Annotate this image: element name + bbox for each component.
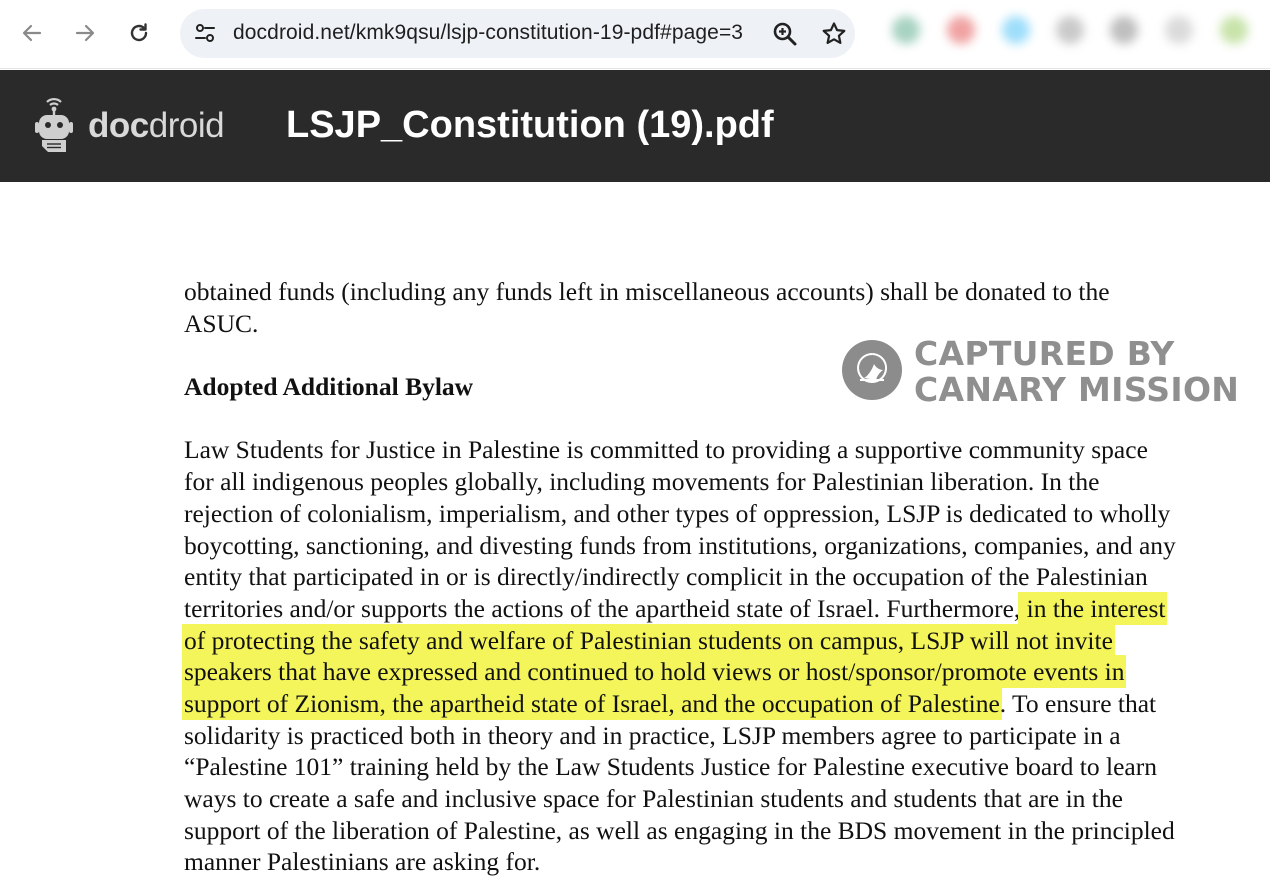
text-line: support of the liberation of Palestine, as well as engaging in the BDS movement in the principled (184, 815, 1175, 845)
zoom-icon[interactable] (772, 21, 798, 47)
highlighted-text: of protecting the safety and welfare of Palestinian students on campus, LSJP will not invite (184, 625, 1113, 655)
highlighted-text: speakers that have expressed and continued to hold views or host/sponsor/promote events in (184, 657, 1125, 687)
text-line: manner Palestinians are asking for. (184, 847, 541, 877)
document-title: LSJP_Constitution (19).pdf (286, 104, 774, 146)
docdroid-brand[interactable] (88, 106, 224, 146)
text-line: solidarity is practiced both in theory and in practice, LSJP members agree to participate in a (184, 720, 1121, 750)
docdroid-header (0, 70, 1270, 182)
reload-icon (127, 21, 151, 45)
watermark-line-1: CAPTURED BY (914, 334, 1175, 373)
section-heading: Adopted Additional Bylaw (184, 372, 474, 402)
extension-icon[interactable] (1002, 16, 1030, 44)
text-line: Law Students for Justice in Palestine is committed to providing a supportive community space (184, 435, 1148, 465)
bird-icon (842, 340, 902, 400)
brand-light: droid (148, 106, 225, 145)
watermark-text (914, 336, 1239, 408)
text-line: “Palestine 101” training held by the Law Students Justice for Palestine executive board to learn (184, 752, 1157, 782)
url-text[interactable]: docdroid.net/kmk9qsu/lsjp-constitution-19-pdf#page=3 (233, 21, 744, 44)
text-line: obtained funds (including any funds left in miscellaneous accounts) shall be donated to the (184, 277, 1110, 306)
extension-icon[interactable] (1110, 16, 1138, 44)
text-line (184, 593, 1264, 625)
highlighted-text: in the interest (1020, 593, 1166, 623)
text-line (184, 656, 1264, 688)
address-bar[interactable] (180, 9, 855, 58)
extension-icon[interactable] (947, 16, 975, 44)
arrow-left-icon (21, 22, 43, 44)
plain-text: . To ensure that (999, 688, 1157, 718)
watermark-line-2: CANARY MISSION (914, 370, 1240, 409)
docdroid-robot-logo-icon[interactable] (33, 92, 75, 154)
text-line: ASUC. (184, 308, 259, 338)
text-line: boycotting, sanctioning, and divesting funds from institutions, organizations, companies, and any (184, 530, 1176, 560)
text-line (184, 688, 1264, 720)
extension-icon[interactable] (1056, 16, 1084, 44)
star-icon[interactable] (820, 20, 848, 48)
brand-bold: doc (88, 106, 149, 145)
canary-logo-icon (842, 340, 902, 400)
browser-toolbar (0, 0, 1270, 69)
extension-icon[interactable] (892, 16, 920, 44)
highlighted-text: support of Zionism, the apartheid state of Israel, and the occupation of Palestine (184, 688, 1000, 718)
plain-text: territories and/or supports the actions of the apartheid state of Israel. Furthermore, (184, 593, 1021, 623)
back-button[interactable] (15, 16, 49, 50)
text-line: ways to create a safe and inclusive space for Palestinian students and students that are in the (184, 784, 1123, 813)
text-line: entity that participated in or is directly/indirectly complicit in the occupation of the Palestinian (184, 562, 1148, 592)
tune-icon (193, 21, 217, 45)
forward-button[interactable] (68, 16, 102, 50)
arrow-right-icon (74, 22, 96, 44)
text-line: rejection of colonialism, imperialism, and other types of oppression, LSJP is dedicated to wholly (184, 498, 1171, 528)
reload-button[interactable] (122, 16, 156, 50)
site-info-button[interactable] (191, 19, 219, 47)
text-line (184, 625, 1264, 657)
text-line: for all indigenous peoples globally, including movements for Palestinian liberation. In the (184, 467, 1100, 497)
extension-icon[interactable] (1220, 16, 1248, 44)
extension-icon[interactable] (1165, 16, 1193, 44)
canary-mission-watermark (842, 336, 1270, 408)
